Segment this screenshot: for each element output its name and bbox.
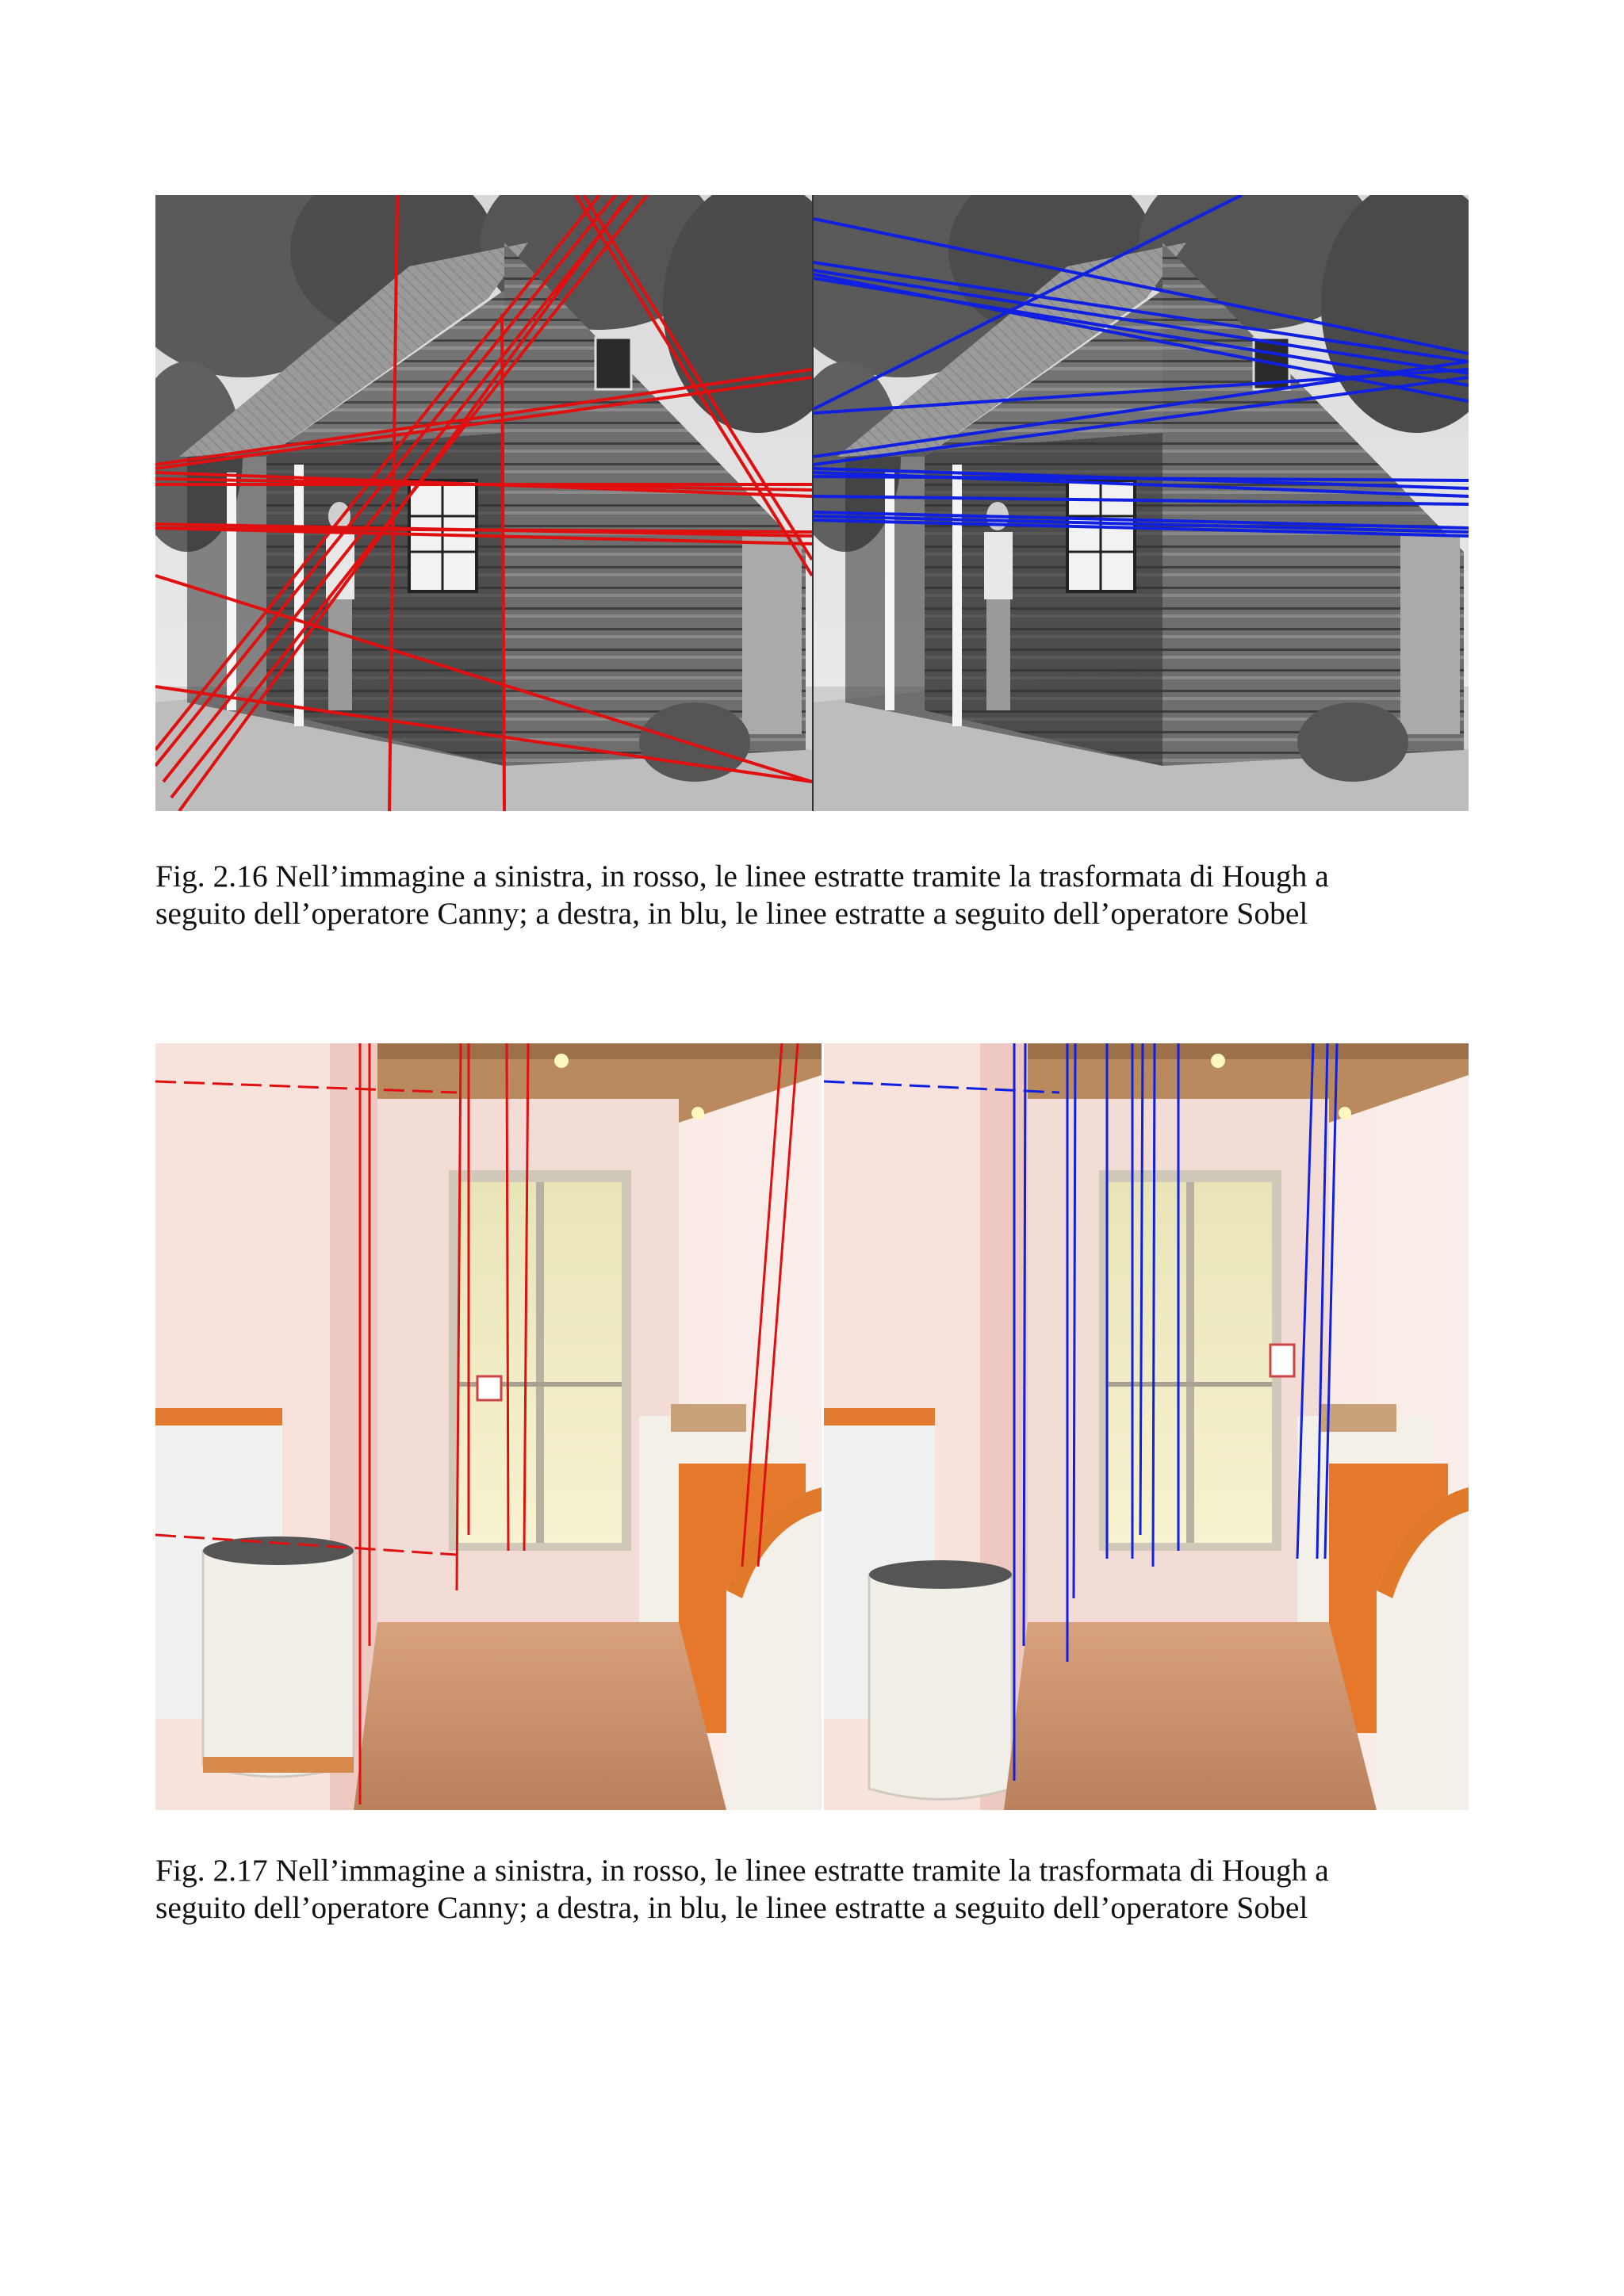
figure-2-16 <box>155 195 1469 811</box>
caption-fig-2-17 <box>155 1852 1488 1927</box>
figure-2-17-image <box>155 1043 1469 1810</box>
right-panel-house <box>774 195 1469 811</box>
right-panel-corridor <box>824 1043 1469 1810</box>
figure-2-17 <box>155 1043 1469 1810</box>
caption-line-1: Fig. 2.17 Nell’immagine a sinistra, in rosso, le linee estratte tramite la trasformata di Hough a <box>155 1853 1329 1888</box>
caption-line-1: Fig. 2.16 Nell’immagine a sinistra, in rosso, le linee estratte tramite la trasformata di Hough a <box>155 859 1329 894</box>
caption-fig-2-16 <box>155 858 1488 932</box>
left-panel-house <box>155 195 853 811</box>
caption-line-2: seguito dell’operatore Canny; a destra, in blu, le linee estratte a seguito dell’operatore Sobel <box>155 896 1308 931</box>
left-panel-corridor <box>155 1043 822 1810</box>
figure-2-16-image <box>155 195 1469 811</box>
caption-line-2: seguito dell’operatore Canny; a destra, in blu, le linee estratte a seguito dell’operatore Sobel <box>155 1890 1308 1925</box>
